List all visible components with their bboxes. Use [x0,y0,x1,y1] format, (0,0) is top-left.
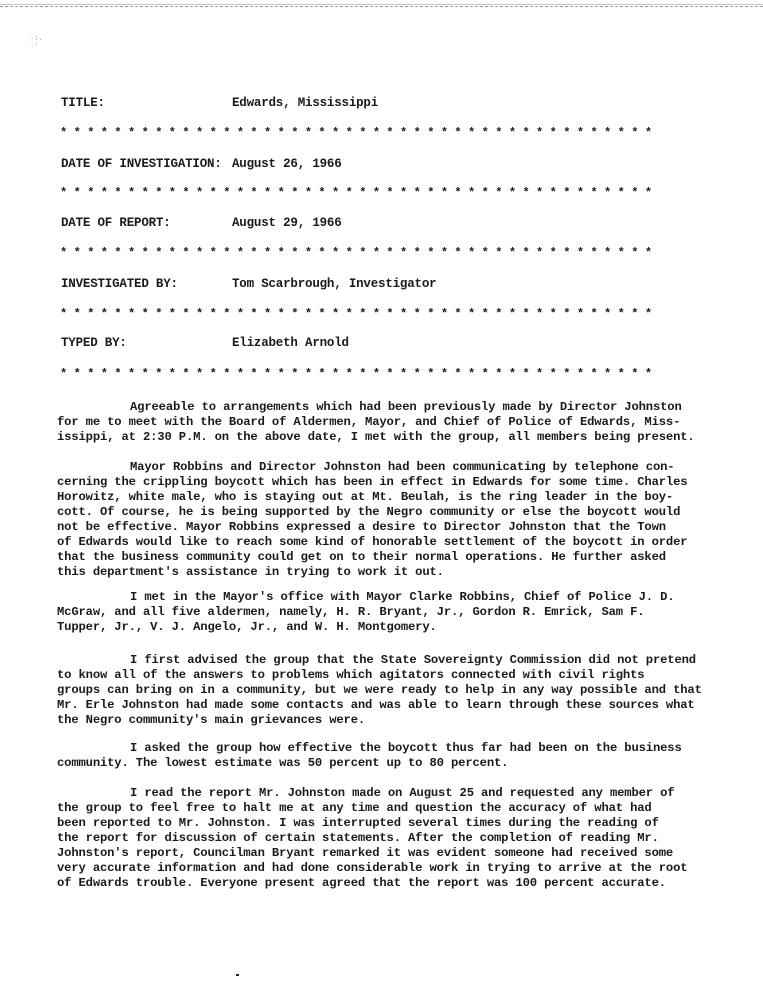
paragraph-arrangements: Agreeable to arrangements which had been previously made by Director Johnston for me to meet with the Board of Aldermen, Mayor, and Chief of Police of Edwards, Miss- issippi, at 2:30 P.M. on the above date, I met with the group, all members being present. [57,400,695,444]
scan-edge [0,0,763,7]
paragraph-effectiveness: I asked the group how effective the boycott thus far had been on the business community. The lowest estimate was 50 percent up to 80 percent. [57,741,682,770]
paragraph-attendees: I met in the Mayor's office with Mayor Clarke Robbins, Chief of Police J. D. McGraw, and all five aldermen, namely, H. R. Bryant, Jr., Gordon R. Emrick, Sam F. Tupper, Jr., V. J. Angelo, Jr., and W. H. Montgomery. [57,590,675,634]
separator: ******************************************** [60,367,659,381]
investigation-date-label: DATE OF INVESTIGATION: [61,157,222,171]
separator: ******************************************** [60,307,659,321]
investigation-date-value: August 26, 1966 [232,157,342,171]
separator: ******************************************** [60,246,659,260]
paragraph-report-reading: I read the report Mr. Johnston made on August 25 and requested any member of the group to feel free to halt me at any time and question the accuracy of what had been reported to Mr. Johnston. I was interrupted several times during the reading of the report for discussion of certain statements. After the completion of reading Mr. Johnston's report, Councilman Bryant remarked it was evident someone had received some very accurate information and had done considerable work in trying to arrive at the root of Edwards trouble. Everyone present agreed that the report was 100 percent accurate. [57,786,688,890]
title-field [61,96,378,110]
separator: ******************************************** [60,126,659,140]
scan-speck [236,974,239,976]
report-date-value: August 29, 1966 [232,216,342,230]
typed-by-label: TYPED BY: [61,336,127,350]
title-label: TITLE: [61,96,105,110]
report-date-label: DATE OF REPORT: [61,216,171,230]
separator: ******************************************** [60,186,659,200]
scan-speck: ·:. .· [30,35,43,49]
investigation-date-field [61,157,342,171]
investigated-by-label: INVESTIGATED BY: [61,277,178,291]
typed-by-field [61,336,349,350]
typed-by-value: Elizabeth Arnold [232,336,349,350]
paragraph-advice: I first advised the group that the State Sovereignty Commission did not pretend to know all of the answers to problems which agitators connected with civil rights groups can bring on in a community, but we were ready to help in any way possible and that Mr. Erle Johnston had made some contacts and was able to learn through these sources what the Negro community's main grievances were. [57,653,702,727]
investigated-by-value: Tom Scarbrough, Investigator [232,277,437,291]
report-date-field [61,216,342,230]
investigated-by-field [61,277,436,291]
title-value: Edwards, Mississippi [232,96,379,110]
paragraph-boycott: Mayor Robbins and Director Johnston had been communicating by telephone con- cerning the crippling boycott which has been in effect in Edwards for some time. Charles Horowitz, white male, who is staying out at Mt. Beulah, is the ring leader in the boy- cott. Of course, he is being supported by the Negro community or else the boycott would not be effective. Mayor Robbins expressed a desire to Director Johnston that the Town of Edwards would like to reach some kind of honorable settlement of the boycott in order that the business community could get on to their normal operations. He further asked this department's assistance in trying to work it out. [57,460,688,579]
